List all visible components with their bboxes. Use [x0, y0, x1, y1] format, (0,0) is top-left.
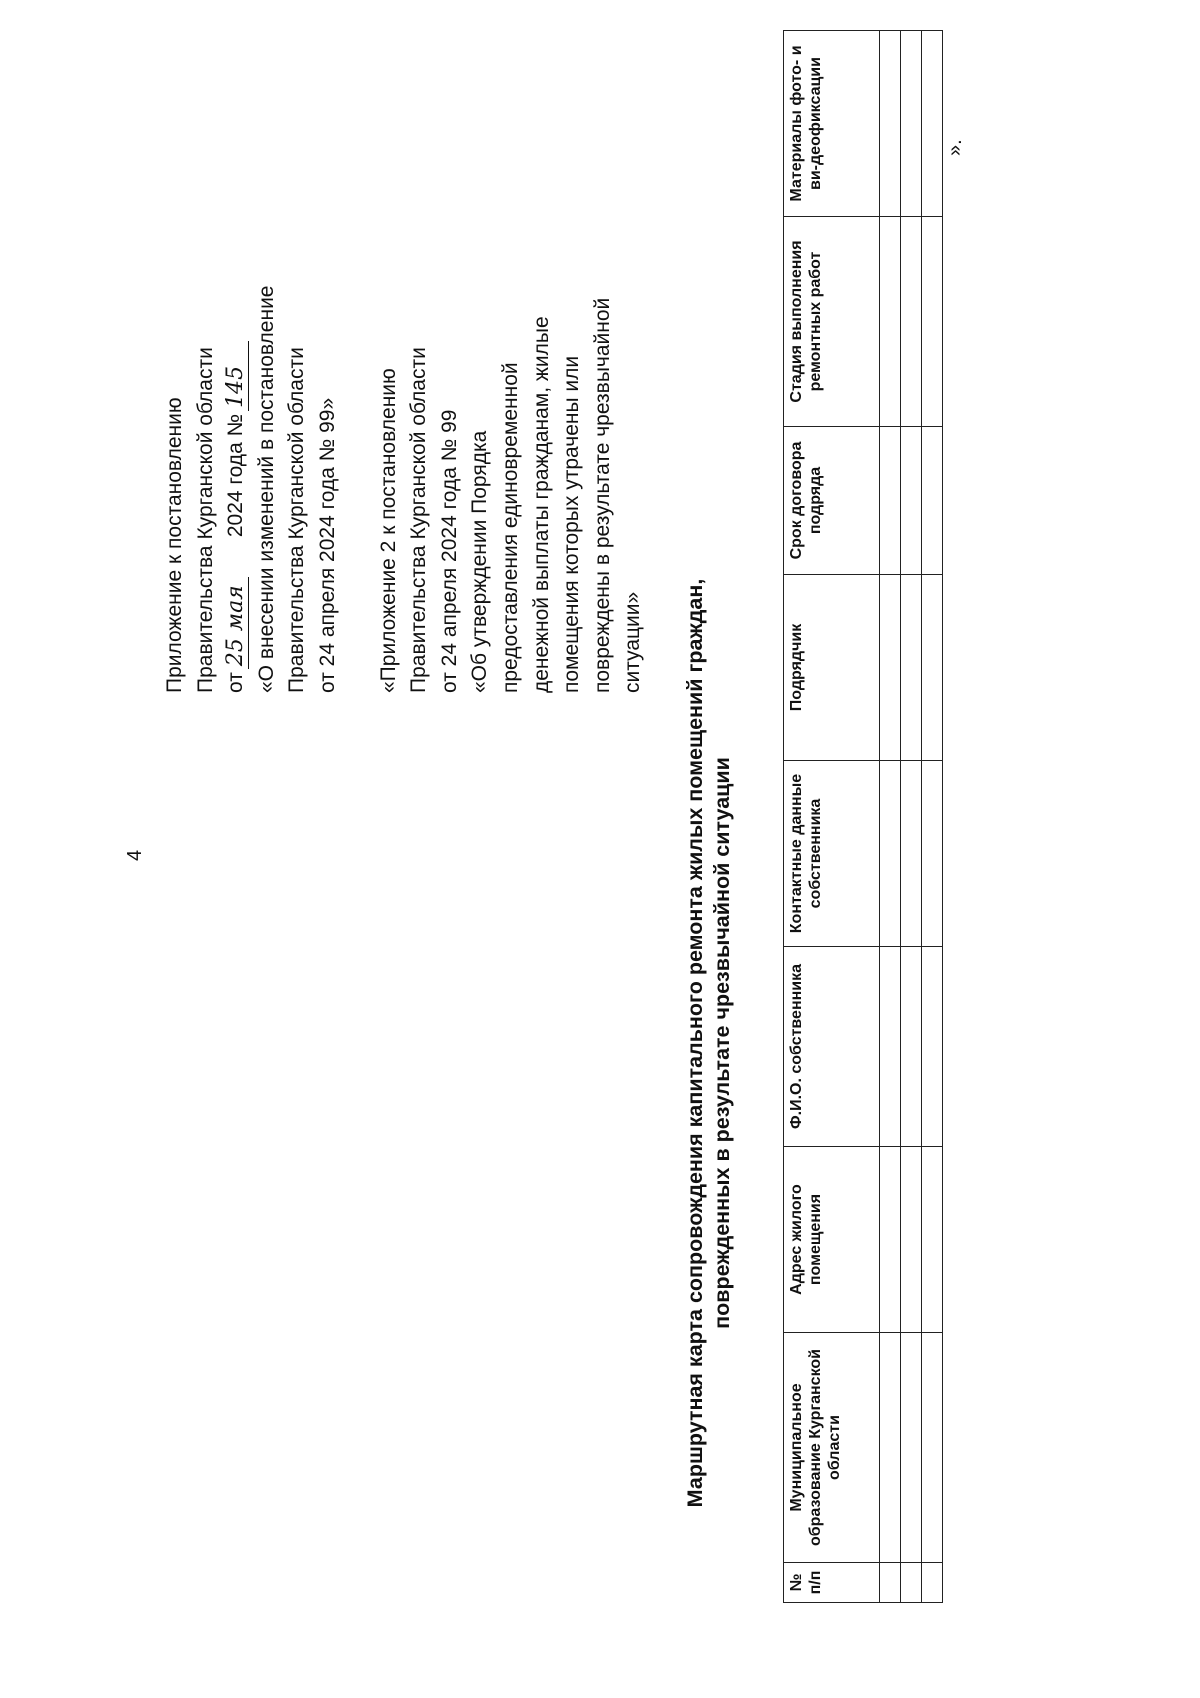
- page-number: 4: [124, 849, 146, 861]
- date-year: 2024 года №: [224, 413, 248, 538]
- route-card-table-wrapper: [783, 30, 943, 1603]
- quoted-line: от 24 апреля 2024 года № 99: [437, 409, 461, 693]
- column-header: Ф.И.О. собственника: [784, 947, 880, 1147]
- handwritten-number: 145: [224, 341, 249, 411]
- table-cell: [901, 1333, 922, 1563]
- document-title-line-1: Маршрутная карта сопровождения капитального ремонта жилых помещений граждан,: [683, 578, 707, 1508]
- column-header: Муниципальное образование Курганской области: [784, 1333, 880, 1563]
- table-row: [901, 31, 922, 1603]
- quoted-line: денежной выплаты гражданам, жилые: [529, 316, 553, 693]
- table-cell: [880, 217, 901, 427]
- table-cell: [922, 1333, 943, 1563]
- date-prefix: от: [224, 672, 248, 693]
- appendix-government: Правительства Курганской области: [193, 347, 217, 693]
- table-cell: [880, 31, 901, 217]
- table-cell: [901, 575, 922, 761]
- table-cell: [922, 427, 943, 575]
- closing-quote: ».: [944, 139, 966, 156]
- table-row: [880, 31, 901, 1603]
- quoted-line: Правительства Курганской области: [407, 347, 431, 693]
- quoted-line: ситуации»: [621, 591, 645, 693]
- table-cell: [901, 1563, 922, 1603]
- appendix-header: [160, 173, 649, 693]
- document-title-line-2: поврежденных в результате чрезвычайной ситуации: [710, 757, 734, 1329]
- table-cell: [880, 1147, 901, 1333]
- table-cell: [901, 1147, 922, 1333]
- appendix-subject-1: «О внесении изменений в постановление: [254, 285, 278, 693]
- column-header: Контактные данные собственника: [784, 761, 880, 947]
- table-cell: [922, 1563, 943, 1603]
- handwritten-date: 25 мая: [224, 577, 249, 669]
- table-cell: [880, 575, 901, 761]
- column-header: Срок договора подряда: [784, 427, 880, 575]
- table-body: [880, 31, 943, 1603]
- column-header: Подрядчик: [784, 575, 880, 761]
- appendix-subject-2: Правительства Курганской области: [285, 347, 309, 693]
- quoted-line: предоставления единовременной: [498, 362, 522, 693]
- table-cell: [880, 761, 901, 947]
- paragraph-gap: [344, 173, 374, 693]
- table-cell: [922, 947, 943, 1147]
- table-cell: [922, 575, 943, 761]
- column-header: Адрес жилого помещения: [784, 1147, 880, 1333]
- table-cell: [922, 1147, 943, 1333]
- table-cell: [922, 31, 943, 217]
- table-cell: [880, 947, 901, 1147]
- appendix-subject-3: от 24 апреля 2024 года № 99»: [315, 397, 339, 693]
- table-cell: [901, 217, 922, 427]
- column-header: № п/п: [784, 1563, 880, 1603]
- appendix-date-line: [221, 173, 252, 693]
- appendix-title: Приложение к постановлению: [163, 397, 186, 693]
- table-cell: [880, 427, 901, 575]
- table-cell: [901, 427, 922, 575]
- table-cell: [880, 1333, 901, 1563]
- route-card-table: [783, 30, 943, 1603]
- table-cell: [901, 31, 922, 217]
- table-row: [922, 31, 943, 1603]
- table-cell: [922, 217, 943, 427]
- column-header: Материалы фото- и ви-деофиксации: [784, 31, 880, 217]
- quoted-line: помещения которых утрачены или: [560, 355, 584, 693]
- document-title: [682, 493, 736, 1593]
- table-cell: [901, 761, 922, 947]
- quoted-line: «Приложение 2 к постановлению: [376, 368, 400, 693]
- quoted-line: повреждены в результате чрезвычайной: [590, 297, 614, 693]
- table-cell: [901, 947, 922, 1147]
- table-header-row: [784, 31, 880, 1603]
- table-cell: [922, 761, 943, 947]
- quoted-line: «Об утверждении Порядка: [468, 430, 492, 693]
- table-cell: [880, 1563, 901, 1603]
- column-header: Стадия выполнения ремонтных работ: [784, 217, 880, 427]
